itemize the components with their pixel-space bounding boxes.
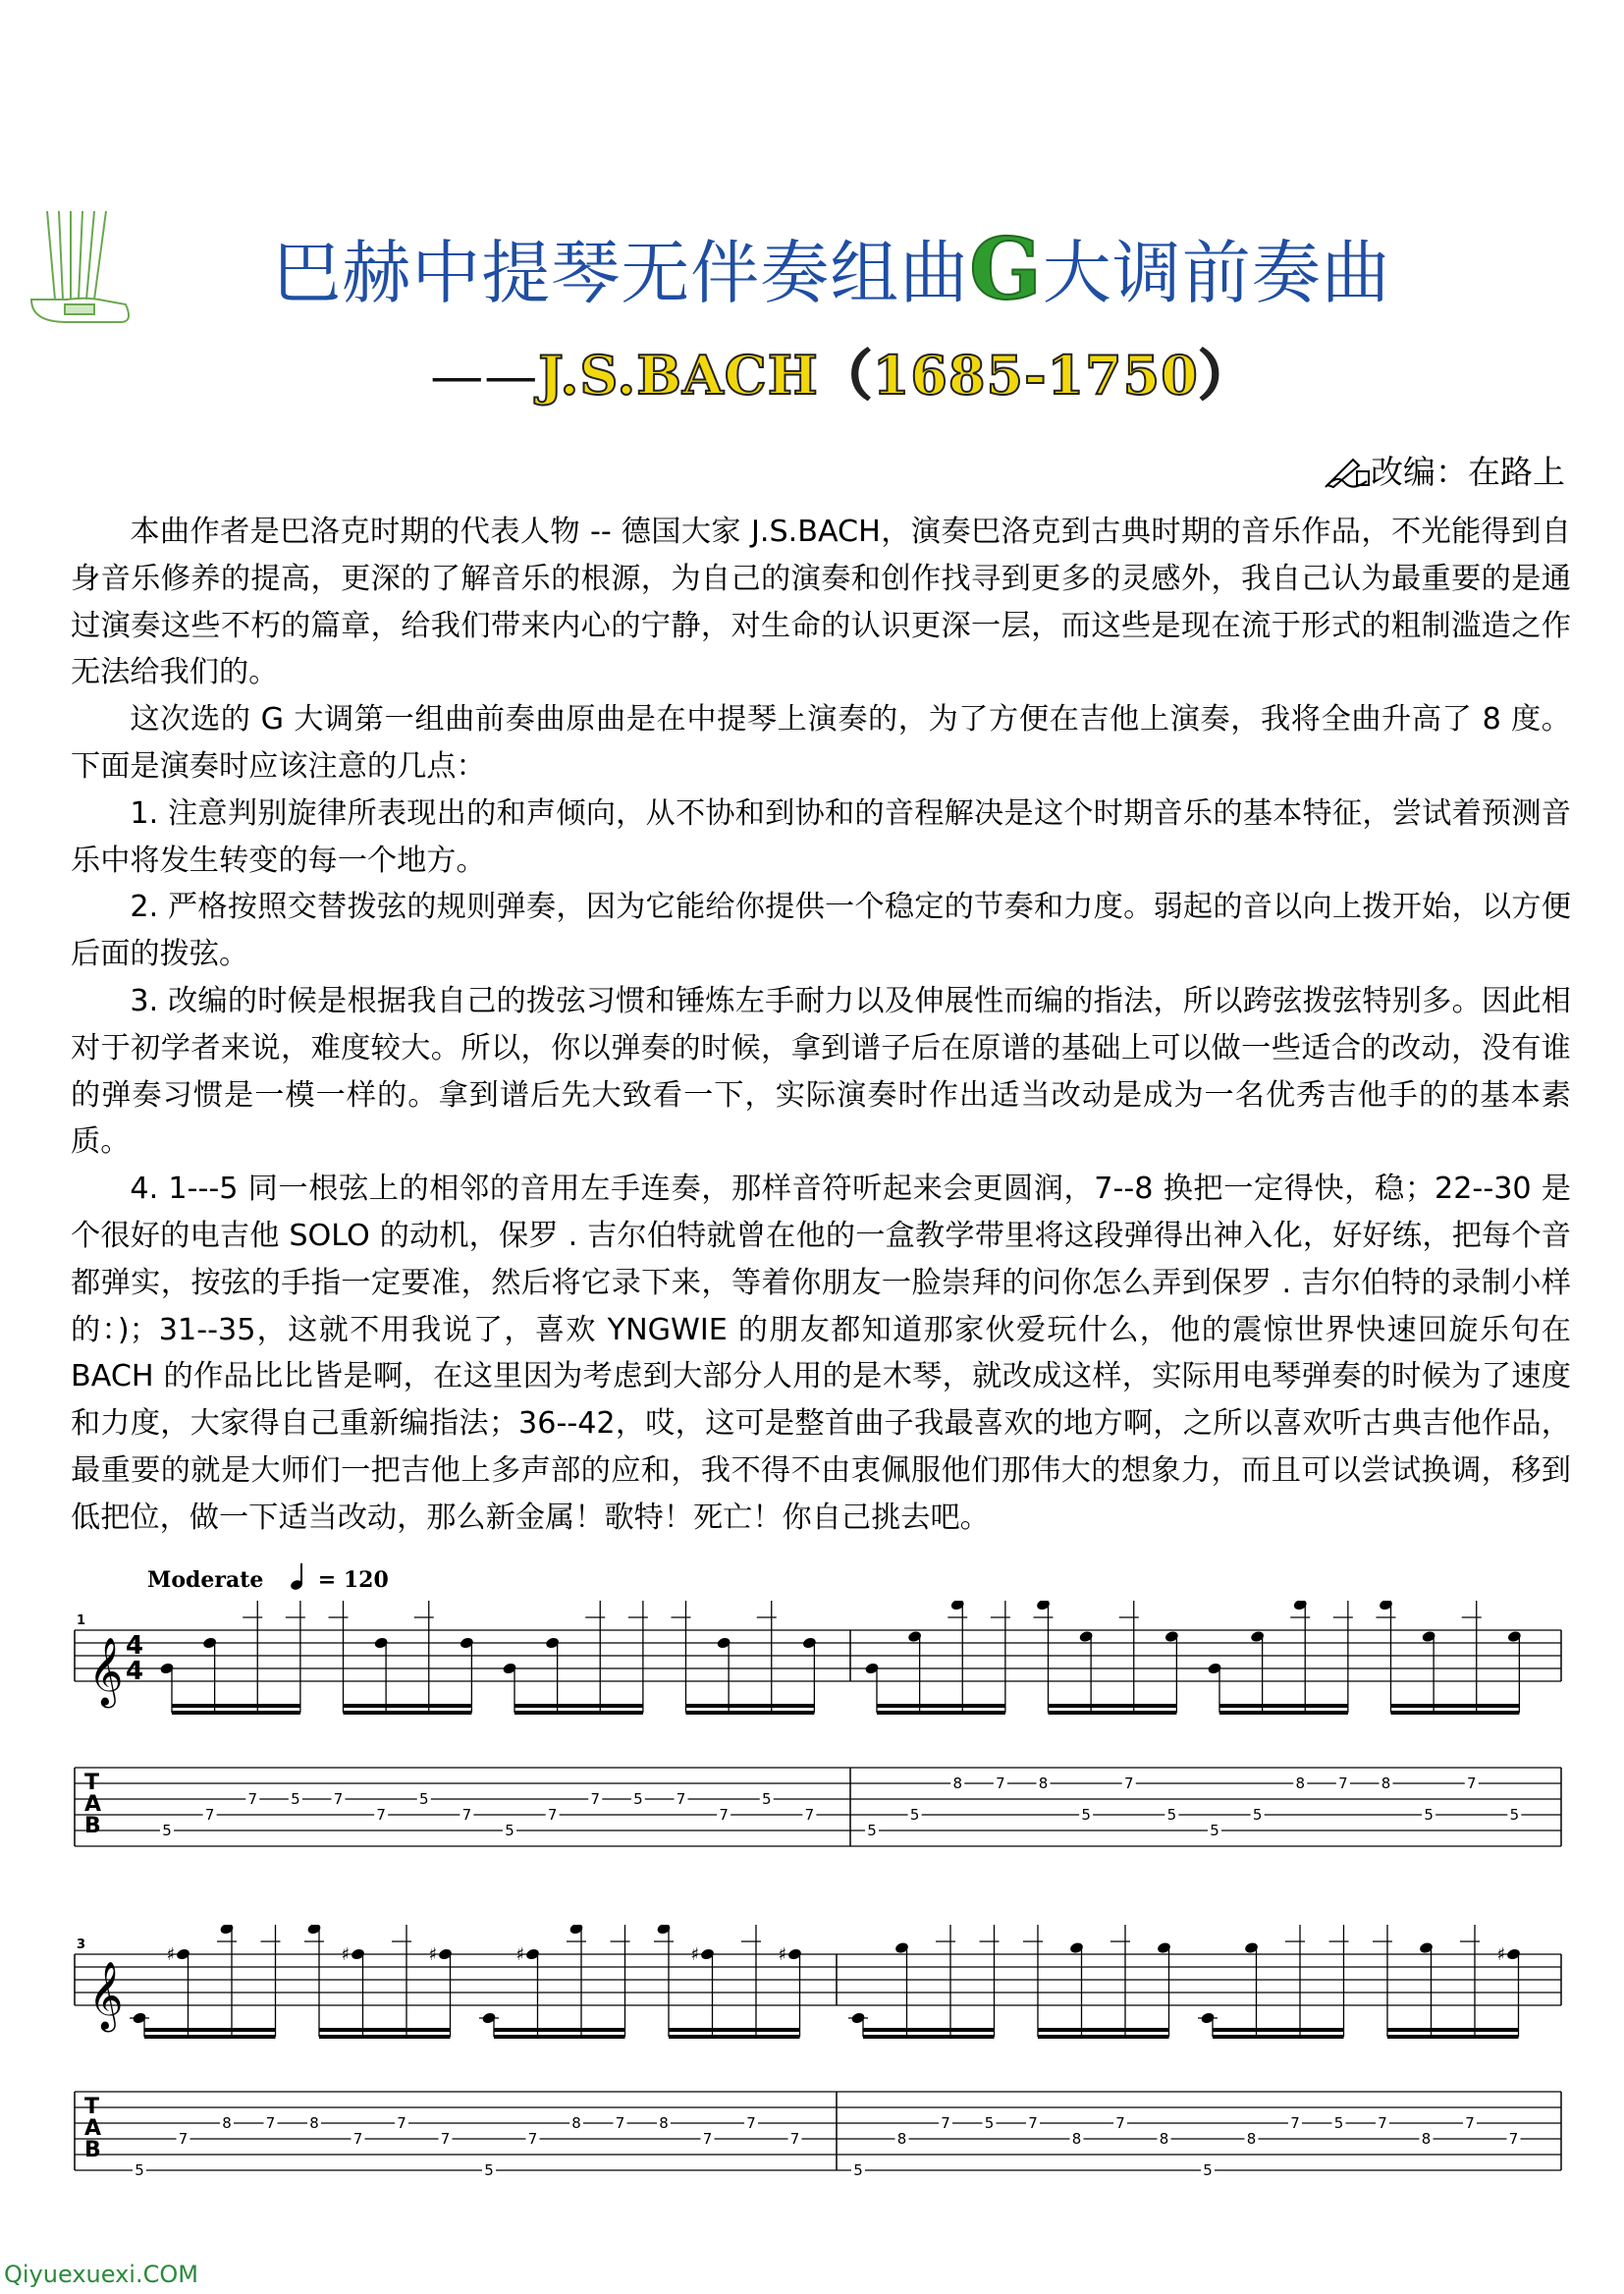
tab-number: 5 <box>1081 1806 1091 1824</box>
tab-label: A <box>84 2116 102 2141</box>
tab-number: 5 <box>867 1822 877 1839</box>
sharp-sign: ♯ <box>778 1944 787 1965</box>
tab-number: 5 <box>1252 1806 1263 1824</box>
tab-number: 5 <box>1210 1822 1219 1839</box>
tab-number: 7 <box>547 1806 558 1824</box>
tab-number: 7 <box>204 1806 215 1824</box>
subtitle-composer: J.S.BACH（1685-1750） <box>538 344 1253 407</box>
measure-number: 3 <box>77 1938 86 1952</box>
title-key: G <box>969 220 1043 319</box>
tempo-marking <box>147 1561 389 1593</box>
sharp-sign: ♯ <box>1496 1944 1506 1965</box>
tab-number: 5 <box>1333 2114 1344 2132</box>
tab-label: B <box>84 1814 101 1838</box>
tab-number: 8 <box>1159 2130 1169 2148</box>
title-part2: 大调前奏曲 <box>1042 233 1391 313</box>
sharp-sign: ♯ <box>166 1944 176 1965</box>
tab-number: 7 <box>719 1806 729 1824</box>
tab-number: 8 <box>1038 1775 1049 1792</box>
tab-number: 7 <box>1123 1775 1134 1792</box>
tempo-text: Moderate <box>147 1567 264 1593</box>
sharp-sign: ♯ <box>515 1944 525 1965</box>
tab-number: 7 <box>615 2114 625 2132</box>
tab-number: 5 <box>291 1790 300 1808</box>
sharp-sign: ♯ <box>690 1944 700 1965</box>
tab-number: 5 <box>484 2161 494 2179</box>
tab-number: 7 <box>676 1790 686 1808</box>
tab-number: 5 <box>1424 1806 1434 1824</box>
tab-number: 7 <box>461 1806 472 1824</box>
tab-number: 7 <box>1290 2114 1300 2132</box>
score-system-1 <box>69 1601 1571 1895</box>
tab-number: 5 <box>162 1822 172 1839</box>
tab-number: 5 <box>1166 1806 1177 1824</box>
tab-number: 7 <box>247 1790 258 1808</box>
arranger-line <box>1324 447 1565 493</box>
tab-number: 7 <box>440 2130 451 2148</box>
tab-number: 8 <box>222 2114 232 2132</box>
tab-number: 8 <box>896 2130 907 2148</box>
tab-number: 7 <box>376 1806 386 1824</box>
tab-number: 7 <box>941 2114 950 2132</box>
tab-number: 7 <box>804 1806 815 1824</box>
tempo-value: = 120 <box>317 1567 389 1593</box>
tab-number: 7 <box>702 2130 713 2148</box>
page-title <box>0 218 1624 317</box>
tab-number: 5 <box>1203 2161 1213 2179</box>
tab-number: 7 <box>397 2114 406 2132</box>
score-system-2 <box>69 1925 1571 2219</box>
tab-number: 8 <box>1421 2130 1432 2148</box>
tab-number: 7 <box>352 2130 363 2148</box>
tab-number: 5 <box>761 1790 772 1808</box>
tab-number: 7 <box>178 2130 189 2148</box>
tab-number: 7 <box>1508 2130 1519 2148</box>
tab-label: B <box>84 2138 101 2162</box>
tab-number: 7 <box>1115 2114 1125 2132</box>
tab-number: 7 <box>527 2130 538 2148</box>
tab-label: A <box>84 1792 102 1817</box>
tab-label: T <box>84 2095 100 2119</box>
footer-watermark: Qiyuexuexi.COM <box>4 2261 198 2288</box>
measure-number: 1 <box>77 1613 86 1628</box>
tab-number: 7 <box>746 2114 756 2132</box>
pen-icon <box>1324 454 1371 489</box>
tab-label: T <box>84 1771 100 1795</box>
tab-number: 5 <box>984 2114 995 2132</box>
tab-number: 5 <box>633 1790 643 1808</box>
paragraph: 3. 改编的时候是根据我自己的拨弦习惯和锤炼左手耐力以及伸展性而编的指法，所以跨弦拨弦特别多。因此相对于初学者来说，难度较大。所以，你以弹奏的时候，拿到谱子后在原谱的基础上可以做一些适合的改动，没有谁的弹奏习惯是一模一样的。拿到谱后先大致看一下，实际演奏时作出适当改动是成为一名优秀吉他手的的基本素质。 <box>71 983 1571 1160</box>
tab-number: 7 <box>1378 2114 1387 2132</box>
tab-number: 5 <box>418 1790 429 1808</box>
article-body <box>71 509 1571 1542</box>
tab-number: 7 <box>265 2114 276 2132</box>
tab-number: 7 <box>590 1790 601 1808</box>
paragraph: 本曲作者是巴洛克时期的代表人物 -- 德国大家 J.S.BACH，演奏巴洛克到古典时期的音乐作品，不光能得到自身音乐修养的提高，更深的了解音乐的根源，为自己的演奏和创作找寻到更多的灵感外，我自己认为最重要的是通过演奏这些不朽的篇章，给我们带来内心的宁静，对生命的认识更深一层，而这些是现在流于形式的粗制滥造之作无法给我们的。 <box>71 515 1571 690</box>
tab-number: 8 <box>1071 2130 1082 2148</box>
time-signature-bottom: 4 <box>126 1657 144 1686</box>
sharp-sign: ♯ <box>341 1944 351 1965</box>
quarter-note-icon <box>289 1561 310 1591</box>
arranger-text: 改编：在路上 <box>1371 453 1565 491</box>
tab-number: 5 <box>1509 1806 1520 1824</box>
time-signature-top: 4 <box>126 1631 144 1661</box>
title-part1: 巴赫中提琴无伴奏组曲 <box>272 233 970 313</box>
paragraph: 4. 1---5 同一根弦上的相邻的音用左手连奏，那样音符听起来会更圆润，7--8 换把一定得快，稳；22--30 是个很好的电吉他 SOLO 的动机，保罗 . 吉尔伯特就曾在他的一盒教学带里将这段弹得出神入化，好好练，把每个音都弹实，按弦的手指一定要准，然后将它录下来，等着你朋友一脸崇拜的问你怎么弄到保罗 . 吉尔伯特的录制小样的：)；31--35，这就不用我说了，喜欢 YNGWIE 的朋友都知道那家伙爱玩什么，他的震惊世界快速回旋乐句在 BACH 的作品比比皆是啊，在这里因为考虑到大部分人用的是木琴，就改成这样，实际用电琴弹奏的时候为了速度和力度，大家得自己重新编指法；36--42，哎，这可是整首曲子我最喜欢的地方啊，之所以喜欢听古典吉他作品，最重要的就是大师们一把吉他上多声部的应和，我不得不由衷佩服他们那伟大的想象力，而且可以尝试换调，移到低把位，做一下适当改动，那么新金属！歌特！死亡！你自己挑去吧。 <box>71 1172 1571 1535</box>
tab-number: 8 <box>1246 2130 1257 2148</box>
tab-number: 5 <box>135 2161 144 2179</box>
paragraph: 2. 严格按照交替拨弦的规则弹奏，因为它能给你提供一个稳定的节奏和力度。弱起的音以向上拨开始，以方便后面的拨弦。 <box>71 890 1571 972</box>
tab-number: 7 <box>996 1775 1005 1792</box>
tab-number: 7 <box>1028 2114 1038 2132</box>
paragraph: 1. 注意判别旋律所表现出的和声倾向，从不协和到协和的音程解决是这个时期音乐的基本特征，尝试着预测音乐中将发生转变的每一个地方。 <box>71 795 1571 878</box>
treble-clef: 𝄞 <box>88 1961 124 2030</box>
tab-number: 8 <box>1380 1775 1391 1792</box>
tab-number: 8 <box>1295 1775 1306 1792</box>
tab-number: 7 <box>789 2130 800 2148</box>
tab-number: 7 <box>1338 1775 1348 1792</box>
page-subtitle <box>0 334 1624 410</box>
sharp-sign: ♯ <box>428 1944 438 1965</box>
tab-number: 7 <box>333 1790 344 1808</box>
subtitle-dash: —— <box>430 345 539 407</box>
tab-number: 8 <box>571 2114 581 2132</box>
tab-number: 5 <box>505 1822 514 1839</box>
treble-clef: 𝄞 <box>88 1637 124 1706</box>
tab-number: 5 <box>909 1806 920 1824</box>
tab-number: 8 <box>659 2114 669 2132</box>
tab-number: 8 <box>952 1775 963 1792</box>
tab-number: 7 <box>1466 1775 1477 1792</box>
paragraph: 这次选的 G 大调第一组曲前奏曲原曲是在中提琴上演奏的，为了方便在吉他上演奏，我将全曲升高了 8 度。下面是演奏时应该注意的几点： <box>71 702 1571 784</box>
tab-number: 7 <box>1465 2114 1475 2132</box>
tab-number: 5 <box>853 2161 863 2179</box>
tab-number: 8 <box>309 2114 319 2132</box>
